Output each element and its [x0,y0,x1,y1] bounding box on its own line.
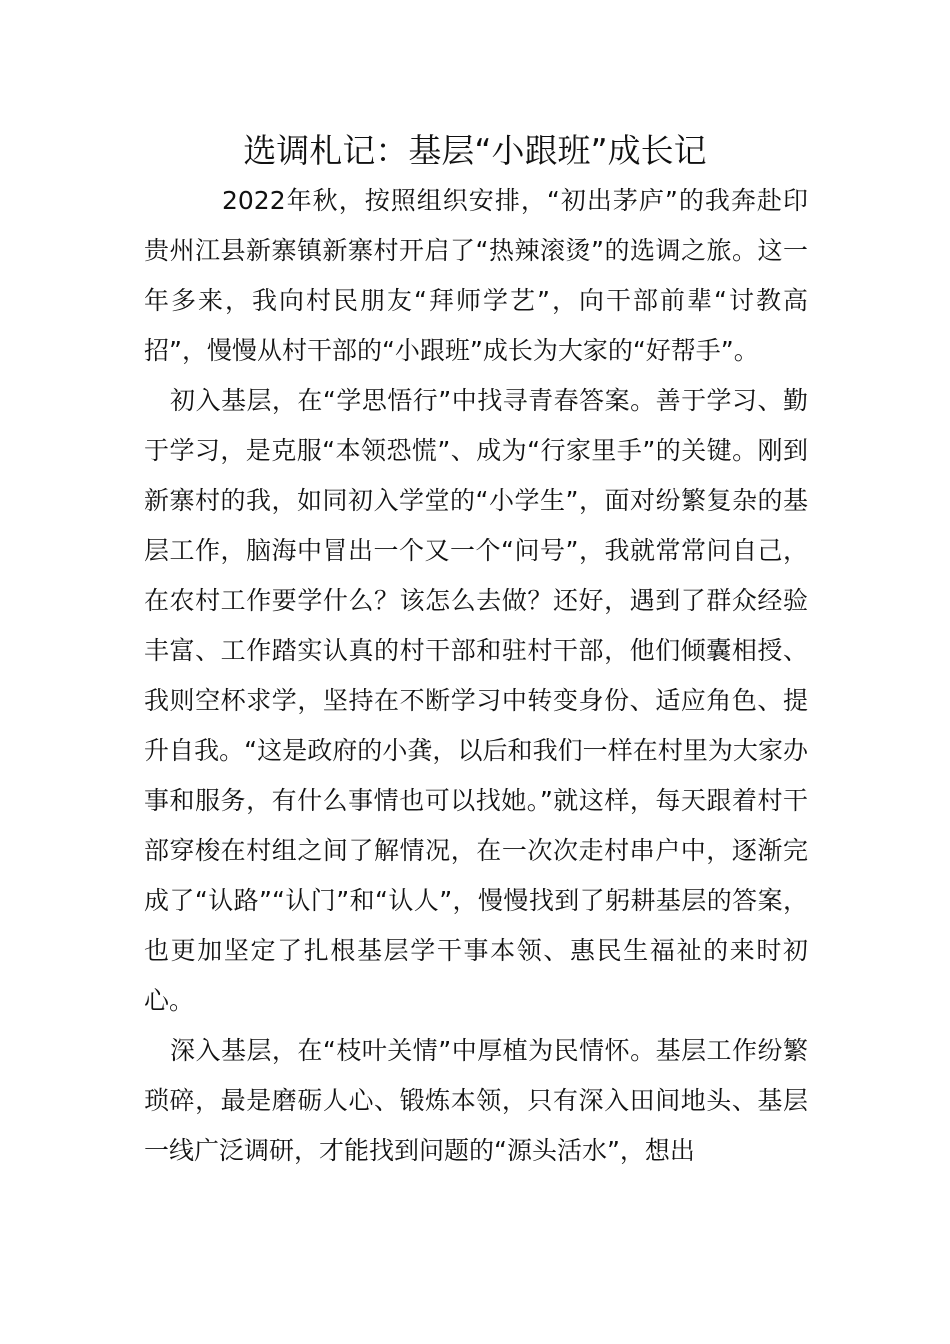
document-body [144,176,808,1176]
paragraph-entering-grassroots: 初入基层，在“学思悟行”中找寻青春答案。善于学习、勤于学习，是克服“本领恐慌”、成为“行家里手”的关键。刚到新寨村的我，如同初入学堂的“小学生”，面对纷繁复杂的基层工作，脑海中冒出一个又一个“问号”，我就常常问自己，在农村工作要学什么？该怎么去做？还好，遇到了群众经验丰富、工作踏实认真的村干部和驻村干部，他们倾囊相授、我则空杯求学，坚持在不断学习中转变身份、适应角色、提升自我。“这是政府的小龚，以后和我们一样在村里为大家办事和服务，有什么事情也可以找她。”就这样，每天跟着村干部穿梭在村组之间了解情况，在一次次走村串户中，逐渐完成了“认路”“认门”和“认人”，慢慢找到了躬耕基层的答案，也更加坚定了扎根基层学干事本领、惠民生福祉的来时初心。 [144,386,808,1015]
document-title: 选调札记：基层“小跟班”成长记 [243,131,707,170]
paragraph-deepening-grassroots: 深入基层，在“枝叶关情”中厚植为民情怀。基层工作纷繁琐碎，最是磨砺人心、锻炼本领，只有深入田间地头、基层一线广泛调研，才能找到问题的“源头活水”，想出 [144,1036,808,1165]
paragraph-intro: 2022年秋，按照组织安排，“初出茅庐”的我奔赴印贵州江县新寨镇新寨村开启了“热辣滚烫”的选调之旅。这一年多来，我向村民朋友“拜师学艺”，向干部前辈“讨教高招”，慢慢从村干部的“小跟班”成长为大家的“好帮手”。 [144,186,808,365]
